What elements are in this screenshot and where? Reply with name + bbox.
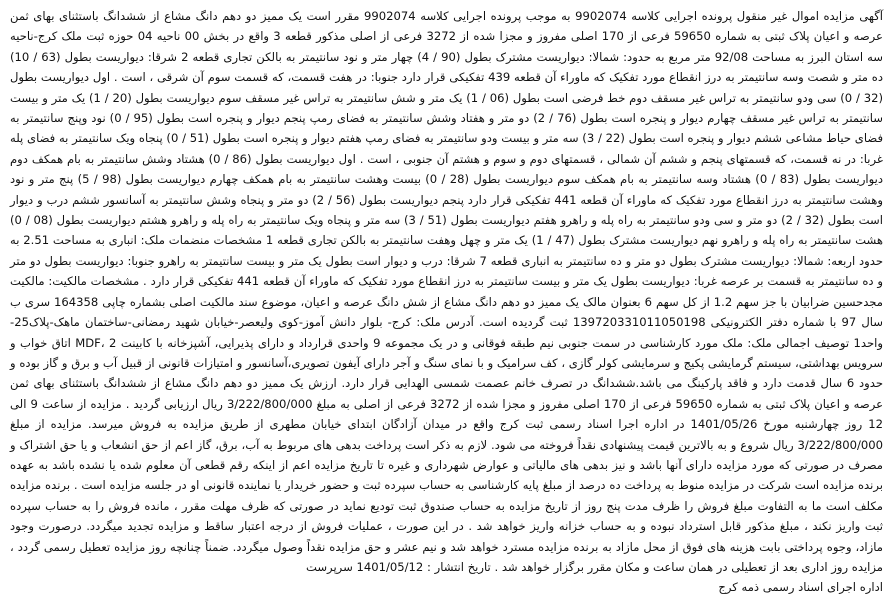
auction-notice-body: آگهی مزایده اموال غیر منقول پرونده اجرایی کلاسه 9902074 به موجب پرونده اجرایی کلاسه 9902074 مقرر است یک ممیز دو دهم دانگ مشاع از ششدانگ باستثنای بهای ثمن عرصه و اعیان پلاک ثبتی به شماره 59650 فرعی از 170 اصلی مفروز و مجزا شده از 3272 فرعی از اصلی مذکور قطعه 3 واقع در بخش 00 ناحیه 04 حوزه ثبت ملک کرج-ناحیه سه استان البرز به مساحت 92/08 متر مربع به حدود: شمالا: دیواریست مشترک بطول (90 / 4) چهار متر و نود سانتیمتر به بالکن تجاری قطعه 2 شرقا: دیواریست بطول (63 / 10) ده متر و شصت وسه سانتیمتر به درز انقطاع مورد تفکیک که ماوراء آن قطعه 439 تفکیکی قرار دارد جنوبا: در هفت قسمت، که قسمت سوم آن شرقی ، است . اول دیواریست بطول (32 / 0) سی ودو سانتیمتر به تراس غیر مسقف دوم خط فرضی است بطول (06 / 1) یک متر و شش سانتیمتر به تراس غیر مسقف سوم دیواریست بطول (20 / 1) یک متر و بیست سانتیمتر به تراس غیر مسقف چهارم دیوار و پنجره است بطول (76 / 2) دو متر و هفتاد وشش سانتیمتر به فضای رمپ پنجم دیوار و پنجره است بطول (95 / 0) نود وپنج سانتیمتر به فضای حیاط مشاعی ششم دیوار و پنجره است بطول (22 / 3) سه متر و بیست ودو سانتیمتر به فضای رمپ هفتم دیوار و پنجره است بطول (51 / 0) پنجاه ویک سانتیمتر به فضای پله غربا: در نه قسمت، که قسمتهای پنجم و ششم آن شمالی ، قسمتهای دوم و سوم و هشتم آن جنوبی ، است . اول دیواریست بطول (86 / 0) هشتاد وشش سانتیمتر به بام همکف دوم دیواریست بطول (83 / 0) هشتاد وسه سانتیمتر به بام همکف سوم دیواریست بطول (28 / 0) بیست وهشت سانتیمتر به بام همکف چهارم دیواریست بطول (98 / 5) پنج متر و نود وهشت سانتیمتر به درز انقطاع مورد تفکیک که ماوراء آن قطعه 441 تفکیکی قرار دارد پنجم دیواریست بطول (56 / 2) دو متر و پنجاه وشش سانتیمتر به آسانسور ششم درب و دیوار است بطول (32 / 2) دو متر و سی ودو سانتیمتر به راه پله و راهرو هفتم دیواریست بطول (51 / 3) سه متر و پنجاه ویک سانتیمتر به راه پله و راهرو هشتم دیواریست بطول (08 / 0) هشت سانتیمتر به راه پله و راهرو نهم دیواریست مشترک بطول (47 / 1) یک متر و چهل وهفت سانتیمتر به بالکن تجاری قطعه 1 مشخصات منضمات ملک: انباری به مساحت 2.51 به حدود اربعه: شمالا: دیواریست مشترک بطول دو متر و ده سانتیمتر به انباری قطعه 7 شرقا: درب و دیوار است بطول یک متر و بیست سانتیمتر به راهرو جنوبا: دیواریست بطول دو متر و ده سانتیمتر به قسمت بر عرصه غربا: دیواریست بطول یک متر و بیست سانتیمتر به درز انقطاع مورد تفکیک که ماوراء آن قطعه 441 تفکیکی قرار دارد . مشخصات مالکیت: مالکیت مجدحسین ضرابیان با جز سهم 1.2 از کل سهم 6 بعنوان مالک یک ممیز دو دهم دانگ مشاع از شش دانگ عرصه و اعیان، موضوع سند مالکیت اصلی بشماره چاپی 164358 سری ب سال 97 با شماره دفتر الکترونیکی 139720331011050198 ثبت گردیده است. آدرس ملک: کرج- بلوار دانش آموز-کوی ولیعصر-خیابان شهید رمضانی-ساختمان ماهک-پلاک25-واحد1 توصیف اجمالی ملک: ملک مورد کارشناسی در سمت جنوبی نیم طبقه فوقانی و در یک مجموعه 9 واحدی قرارداد و دارای پذیرایی، آشپزخانه با کابینت MDF، 2 اتاق خواب و سرویس بهداشتی، سیستم گرمایشی پکیج و سرمایشی کولر گازی ، کف سرامیک و با نمای سنگ و آجر دارای آیفون تصویری،آسانسور و امتیازات قانونی از قبیل آب و برق و گاز بوده و حدود 6 سال قدمت دارد و فاقد پارکینگ می باشد.ششدانگ در تصرف خانم عصمت شمسی الهدایی قرار دارد. ارزش یک ممیز دو دهم دانگ مشاع از ششدانگ باستثنای بهای ثمن عرصه و اعیان پلاک ثبتی به شماره 59650 فرعی از 170 اصلی مفروز و مجزا شده از 3272 فرعی از اصلی به مبلغ 3/222/800/000 ریال ارزیابی گردید . مزایده از ساعت 9 الی 12 روز چهارشنبه مورخ 1401/05/26 در اداره اجرا اسناد رسمی ثبت کرج واقع در میدان آزادگان ابتدای خیابان مطهری از طریق مزایده به فروش میرسد. مزایده از مبلغ 3/222/800/000 ریال شروع و به بالاترین قیمت پیشنهادی نقداً فروخته می شود. لازم به ذکر است پرداخت بدهی های مربوط به آب، برق، گاز اعم از حق انشعاب و یا حق اشتراک و مصرف در صورتی که مورد مزایده دارای آنها باشد و نیز بدهی های مالیاتی و عوارض شهرداری و غیره تا تاریخ مزایده اعم از اینکه رقم قطعی آن معلوم شده یا نشده باشد به عهده برنده مزایده است شرکت در مزایده منوط به پرداخت ده درصد از مبلغ پایه کارشناسی به حساب سپرده ثبت و حضور خریدار یا نماینده قانونی او در جلسه مزایده است . برنده مزایده مکلف است ما به التفاوت مبلغ فروش را ظرف مدت پنج روز از تاریخ مزایده به حساب صندوق ثبت تودیع نماید در صورتی که ظرف مهلت مقرر ، مانده فروش را به حساب سپرده ثبت واریز نکند ، مبلغ مذکور قابل استرداد نبوده و به حساب خزانه واریز خواهد شد . در این صورت ، عملیات فروش از درجه اعتبار ساقط و مزایده تجدید میگردد. درصورت وجود مازاد، وجوه پرداختی بابت هزینه های فوق از محل مازاد به برنده مزایده مسترد خواهد شد و نیم عشر و حق مزایده نقداً وصول میگردد. ضمناً چنانچه روز مزایده تعطیل رسمی گردد ، مزایده روز اداری بعد از تعطیلی در همان ساعت و مکان مقرر برگزار خواهد شد . تاریخ انتشار : 1401/05/12 سرپرست bbox=[10, 9, 884, 574]
issuing-office-signature: اداره اجرای اسناد رسمی ذمه کرج bbox=[718, 580, 883, 595]
